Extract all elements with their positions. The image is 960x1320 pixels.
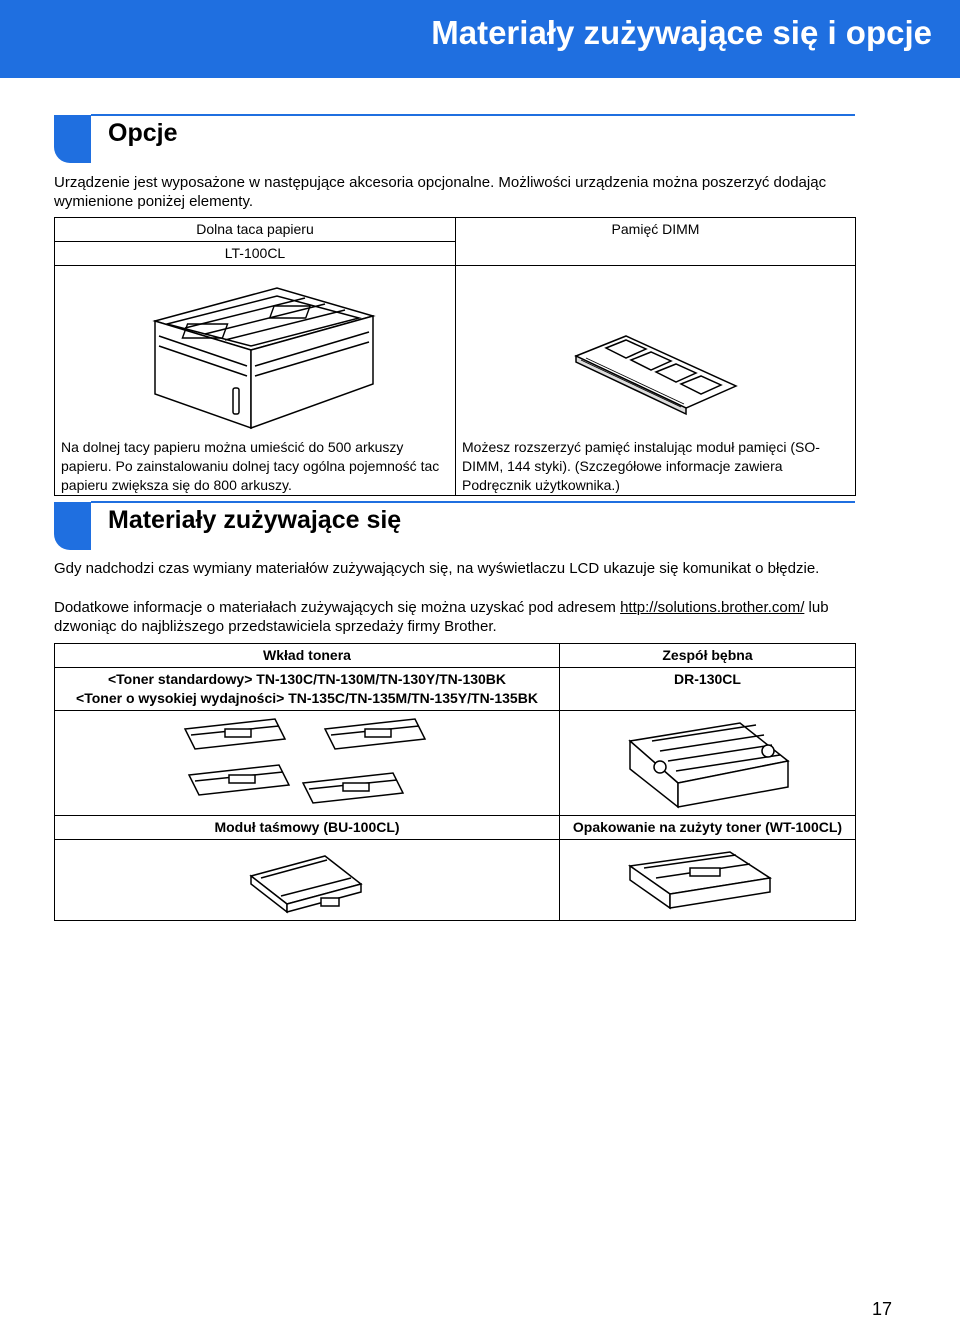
dimm-description-cell	[456, 266, 856, 496]
toner-standard: <Toner standardowy> TN-130C/TN-130M/TN-130Y/TN-130BK	[107, 671, 507, 687]
paper-tray-illustration	[55, 276, 455, 434]
tray-model-cell	[55, 242, 456, 266]
toner-cartridges-illustration	[55, 711, 559, 815]
waste-name-cell	[560, 816, 856, 840]
toner-high-yield: <Toner o wysokiej wydajności> TN-135C/TN-135M/TN-135Y/TN-135BK	[76, 690, 538, 706]
tray-description-cell	[55, 266, 456, 496]
consumables-para-2-text: Dodatkowe informacje o materiałach zużywających się można uzyskać pod adresem	[54, 599, 621, 616]
section-rule	[91, 501, 855, 503]
options-table	[54, 217, 856, 496]
waste-image-cell	[560, 840, 856, 921]
consumables-heading: Materiały zużywające się	[108, 506, 402, 534]
dimm-image	[456, 266, 855, 434]
section-marker	[54, 115, 91, 163]
toner-name-cell	[55, 644, 560, 668]
dimm-name: Pamięć DIMM	[611, 221, 700, 237]
toner-models-cell	[55, 668, 560, 711]
options-heading: Opcje	[108, 119, 178, 147]
tray-description: Na dolnej tacy papieru można umieścić do 500 arkuszy papieru. Po zainstalowaniu dolnej tacy ogólna pojemność tac papieru zwiększa się do 800 arkuszy.	[61, 439, 440, 493]
page-title: Materiały zużywające się i opcje	[431, 14, 932, 51]
consumables-table	[54, 643, 856, 921]
options-intro: Urządzenie jest wyposażone w następujące akcesoria opcjonalne. Możliwości urządzenia można poszerzyć dodając wymienione poniżej elementy.	[54, 174, 827, 210]
tray-name-cell	[55, 218, 456, 242]
tray-model: LT-100CL	[224, 245, 286, 261]
tray-image	[55, 266, 455, 434]
section-marker	[54, 502, 91, 550]
dimm-description: Możesz rozszerzyć pamięć instalując moduł pamięci (SO-DIMM, 144 styki). (Szczegółowe informacje zawiera Podręcznik użytkownika.)	[462, 439, 820, 493]
drum-name-cell	[560, 644, 856, 668]
belt-image-cell	[55, 840, 560, 921]
belt-name-cell	[55, 816, 560, 840]
belt-name: Moduł taśmowy (BU-100CL)	[214, 819, 400, 835]
belt-unit-illustration	[55, 840, 559, 920]
dimm-module-illustration	[456, 276, 855, 434]
consumables-para-2	[54, 598, 854, 636]
brother-solutions-link[interactable]: http://solutions.brother.com/	[620, 599, 805, 616]
tray-name: Dolna taca papieru	[196, 221, 314, 237]
consumables-para-1: Gdy nadchodzi czas wymiany materiałów zużywających się, na wyświetlaczu LCD ukazuje się komunikat o błędzie.	[54, 560, 820, 577]
consumables-para-2-tail: lub dzwoniąc do najbliższego przedstawiciela sprzedaży firmy Brother.	[54, 599, 829, 635]
drum-image-cell	[560, 711, 856, 816]
page-number: 17	[871, 1299, 892, 1319]
toner-image-cell	[55, 711, 560, 816]
drum-model: DR-130CL	[674, 671, 741, 687]
waste-toner-box-illustration	[560, 840, 855, 920]
dimm-name-cell	[456, 218, 856, 266]
waste-name: Opakowanie na zużyty toner (WT-100CL)	[572, 819, 843, 835]
drum-model-cell	[560, 668, 856, 711]
section-rule	[91, 114, 855, 116]
toner-name: Wkład tonera	[263, 647, 351, 663]
drum-name: Zespół bębna	[662, 647, 753, 663]
drum-unit-illustration	[560, 711, 855, 815]
page-header	[0, 0, 960, 78]
